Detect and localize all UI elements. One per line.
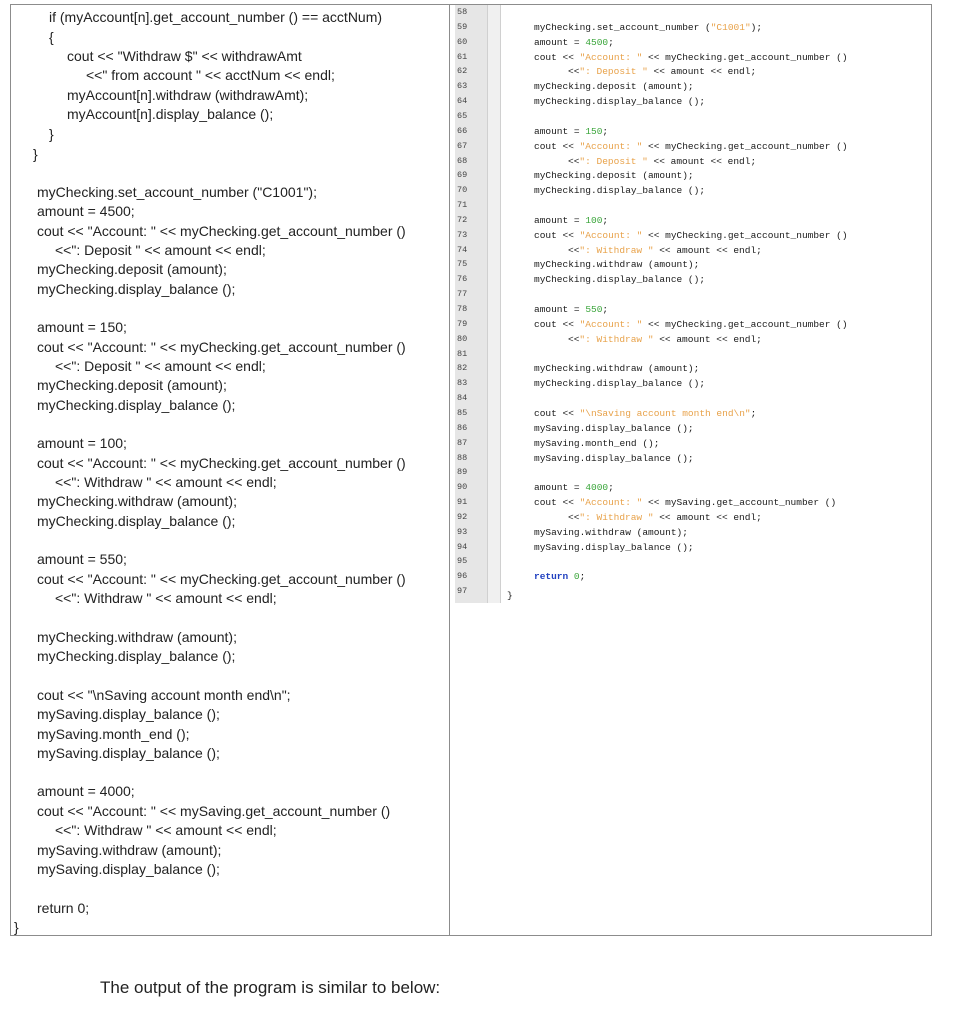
code-line: <<": Withdraw " << amount << endl; <box>568 244 762 256</box>
code-line: mySaving.month_end (); <box>37 726 190 742</box>
code-line: amount = 100; <box>37 435 127 451</box>
line-number: 62 <box>457 66 468 77</box>
line-number: 70 <box>457 185 468 196</box>
code-line: mySaving.display_balance (); <box>37 861 220 877</box>
code-line: } <box>14 919 19 935</box>
line-number: 90 <box>457 482 468 493</box>
code-line: myChecking.deposit (amount); <box>37 377 227 393</box>
code-line: <<": Deposit " << amount << endl; <box>568 66 757 78</box>
code-line: mySaving.display_balance (); <box>534 541 694 553</box>
line-number: 58 <box>457 7 468 17</box>
code-line: myChecking.withdraw (amount); <box>534 363 700 375</box>
code-line: myChecking.display_balance (); <box>534 274 706 286</box>
code-line: cout << "Withdraw $" << withdrawAmt <box>67 48 302 64</box>
code-line: <<": Withdraw " << amount << endl; <box>55 590 277 606</box>
code-line: myChecking.display_balance (); <box>37 281 236 297</box>
code-line: myAccount[n].withdraw (withdrawAmt); <box>67 87 309 103</box>
line-number: 61 <box>457 51 468 62</box>
code-line: { <box>49 29 54 45</box>
code-line: myChecking.deposit (amount); <box>534 81 694 93</box>
code-line: myAccount[n].display_balance (); <box>67 106 274 122</box>
line-number: 84 <box>457 393 468 404</box>
code-line: myChecking.display_balance (); <box>37 397 236 413</box>
line-number: 66 <box>457 125 468 136</box>
code-line: myChecking.withdraw (amount); <box>37 493 237 509</box>
line-number: 97 <box>457 586 468 597</box>
code-line: mySaving.month_end (); <box>534 437 660 449</box>
code-line: cout << "Account: " << myChecking.get_account_number () <box>37 571 406 587</box>
line-number: 73 <box>457 229 468 240</box>
code-line: cout << "Account: " << mySaving.get_account_number () <box>37 803 391 819</box>
code-line: amount = 550; <box>37 551 127 567</box>
line-number: 77 <box>457 289 468 300</box>
code-line: mySaving.display_balance (); <box>534 452 694 464</box>
code-line: amount = 4500; <box>534 36 614 48</box>
line-number: 63 <box>457 81 468 92</box>
code-line: <<": Deposit " << amount << endl; <box>568 155 757 167</box>
code-line: cout << "Account: " << myChecking.get_account_number () <box>37 223 406 239</box>
line-number: 94 <box>457 541 468 552</box>
line-number: 83 <box>457 378 468 389</box>
line-number: 87 <box>457 437 468 448</box>
code-line: mySaving.withdraw (amount); <box>37 842 222 858</box>
code-line: cout << "Account: " << myChecking.get_account_number () <box>37 339 406 355</box>
code-line: <<": Withdraw " << amount << endl; <box>568 511 762 523</box>
code-line: if (myAccount[n].get_account_number () == acctNum) <box>49 9 383 25</box>
line-number: 91 <box>457 497 468 508</box>
line-number: 68 <box>457 155 468 166</box>
code-line: mySaving.display_balance (); <box>37 706 220 722</box>
line-number: 60 <box>457 36 468 47</box>
line-number: 67 <box>457 140 468 151</box>
code-line: myChecking.set_account_number ("C1001"); <box>37 184 317 200</box>
line-number: 95 <box>457 556 468 567</box>
line-number: 78 <box>457 304 468 314</box>
line-number: 76 <box>457 274 468 285</box>
code-line: return 0; <box>37 900 90 916</box>
code-line: cout << "Account: " << myChecking.get_account_number () <box>534 51 848 63</box>
code-line: amount = 4000; <box>37 783 135 799</box>
line-number: 65 <box>457 110 468 121</box>
code-line: cout << "Account: " << myChecking.get_account_number () <box>534 318 848 330</box>
line-number: 96 <box>457 571 468 582</box>
code-line: cout << "Account: " << myChecking.get_account_number () <box>534 229 848 241</box>
code-line: myChecking.withdraw (amount); <box>37 629 237 645</box>
line-number: 92 <box>457 511 468 522</box>
line-number: 75 <box>457 259 468 270</box>
line-number: 69 <box>457 170 468 181</box>
code-line: } <box>33 146 38 162</box>
code-line: } <box>49 126 54 142</box>
code-line: myChecking.display_balance (); <box>37 648 236 664</box>
code-line: amount = 4000; <box>534 482 614 494</box>
code-line: myChecking.display_balance (); <box>534 185 706 197</box>
code-line: mySaving.display_balance (); <box>534 422 694 434</box>
line-number: 72 <box>457 214 468 225</box>
code-line: mySaving.withdraw (amount); <box>534 526 688 538</box>
line-number: 80 <box>457 333 468 344</box>
code-line: <<": Deposit " << amount << endl; <box>55 242 266 258</box>
code-line: myChecking.set_account_number ("C1001"); <box>534 21 763 33</box>
code-line: <<": Withdraw " << amount << endl; <box>55 822 277 838</box>
line-number: 82 <box>457 363 468 374</box>
code-line: <<": Deposit " << amount << endl; <box>55 358 266 374</box>
line-number: 89 <box>457 467 468 478</box>
code-line: return 0; <box>534 571 586 583</box>
line-number: 81 <box>457 348 468 359</box>
code-line: myChecking.withdraw (amount); <box>534 259 700 271</box>
code-line: myChecking.display_balance (); <box>534 378 706 390</box>
code-line: cout << "\nSaving account month end\n"; <box>534 407 757 419</box>
line-number: 88 <box>457 452 468 463</box>
code-line: <<": Withdraw " << amount << endl; <box>55 474 277 490</box>
code-line: myChecking.deposit (amount); <box>534 170 694 182</box>
code-line: mySaving.display_balance (); <box>37 745 220 761</box>
line-number: 85 <box>457 407 468 418</box>
right-code-panel <box>450 5 932 935</box>
left-code-panel <box>0 0 449 935</box>
code-line: cout << "Account: " << myChecking.get_account_number () <box>534 140 848 152</box>
code-line: amount = 150; <box>37 319 127 335</box>
line-number: 86 <box>457 422 468 433</box>
code-line: myChecking.deposit (amount); <box>37 261 227 277</box>
code-line: myChecking.display_balance (); <box>37 513 236 529</box>
code-line: amount = 150; <box>534 125 609 137</box>
code-line: myChecking.display_balance (); <box>534 96 706 108</box>
line-number: 64 <box>457 96 468 107</box>
output-caption: The output of the program is similar to below: <box>100 978 441 997</box>
code-line: cout << "Account: " << myChecking.get_account_number () <box>37 455 406 471</box>
line-number: 79 <box>457 318 468 329</box>
line-number: 59 <box>457 21 468 32</box>
code-line: cout << "Account: " << mySaving.get_account_number () <box>534 497 837 509</box>
closing-brace: } <box>507 590 513 601</box>
line-number: 93 <box>457 526 468 537</box>
code-line: <<" from account " << acctNum << endl; <box>86 67 335 83</box>
fold-strip <box>487 5 501 603</box>
code-line: cout << "\nSaving account month end\n"; <box>37 687 291 703</box>
code-line: amount = 550; <box>534 304 609 315</box>
code-line: <<": Withdraw " << amount << endl; <box>568 333 762 345</box>
line-number: 74 <box>457 244 468 255</box>
code-line: amount = 100; <box>534 214 609 226</box>
line-number: 71 <box>457 200 468 211</box>
code-line: amount = 4500; <box>37 203 135 219</box>
